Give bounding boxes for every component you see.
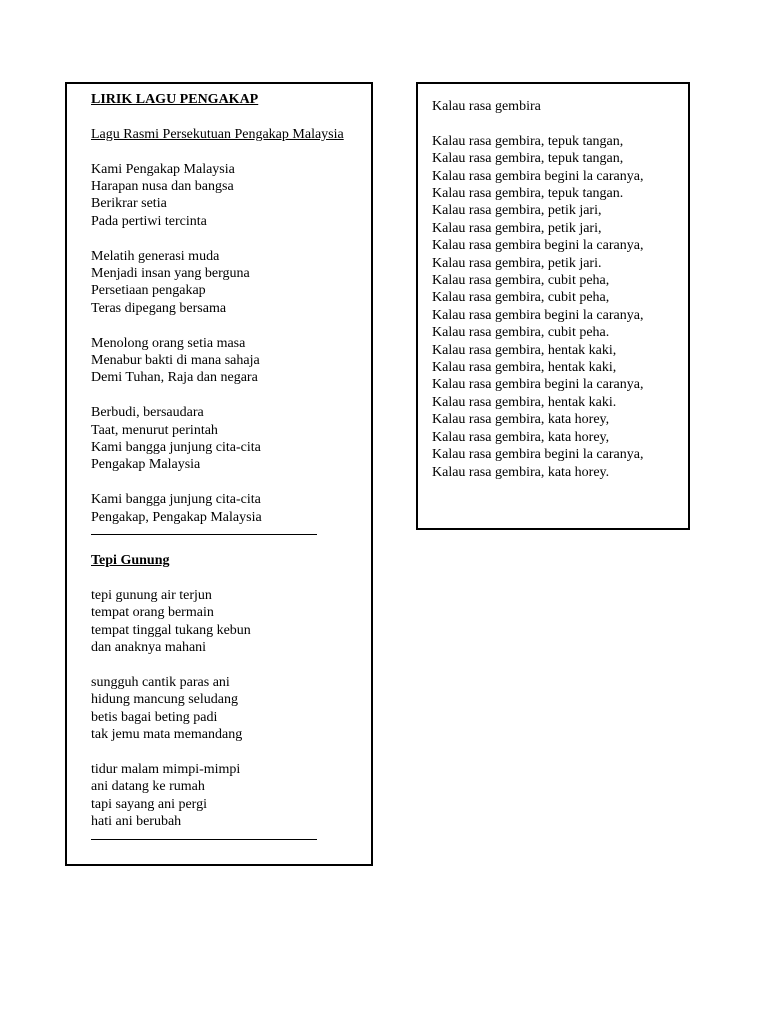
lyric-line: tak jemu mata memandang: [91, 727, 243, 743]
lyric-line: Teras dipegang bersama: [91, 300, 227, 316]
lyric-line: tempat orang bermain: [91, 605, 214, 621]
song2-stanza-1: [91, 587, 344, 657]
divider-line: [91, 831, 317, 840]
lyric-line: Kalau rasa gembira, hentak kaki.: [432, 394, 617, 410]
lyric-line: Pada pertiwi tercinta: [91, 213, 207, 229]
stanza-4: [91, 404, 344, 474]
lyric-line: Kalau rasa gembira, petik jari,: [432, 220, 602, 236]
spacer: [91, 569, 344, 586]
lyric-line: Kalau rasa gembira, hentak kaki,: [432, 342, 617, 358]
lyric-line: Kalau rasa gembira, tepuk tangan,: [432, 151, 624, 167]
spacer: [91, 108, 344, 125]
song2-title: Tepi Gunung: [91, 553, 170, 569]
right-lyrics-content: [432, 98, 643, 481]
song3-title: Kalau rasa gembira: [432, 99, 541, 114]
lyrics-title: LIRIK LAGU PENGAKAP: [91, 92, 259, 107]
spacer: [91, 143, 344, 160]
lyric-line: Menjadi insan yang berguna: [91, 266, 250, 282]
lyric-line: tidur malam mimpi-mimpi: [91, 761, 241, 777]
lyric-line: Kalau rasa gembira, kata horey,: [432, 412, 610, 428]
lyric-line: Kami Pengakap Malaysia: [91, 161, 235, 177]
lyric-line: Kalau rasa gembira, cubit peha.: [432, 325, 610, 341]
lyric-line: Kalau rasa gembira, tepuk tangan,: [432, 133, 624, 149]
spacer: [91, 387, 344, 404]
lyric-line: Kalau rasa gembira, petik jari.: [432, 255, 602, 271]
stanza-5: [91, 491, 344, 526]
lyric-line: Kalau rasa gembira begini la caranya,: [432, 307, 644, 323]
lyric-line: Kalau rasa gembira begini la caranya,: [432, 238, 644, 254]
lyric-line: Harapan nusa dan bangsa: [91, 179, 234, 194]
lyric-line: tempat tinggal tukang kebun: [91, 622, 251, 638]
lyric-line: Kalau rasa gembira, cubit peha,: [432, 273, 610, 289]
lyric-line: ani datang ke rumah: [91, 779, 205, 795]
lyric-line: Kalau rasa gembira, kata horey.: [432, 464, 610, 480]
lyric-line: Kalau rasa gembira begini la caranya,: [432, 447, 644, 463]
lyric-line: Kami bangga junjung cita-cita: [91, 440, 261, 456]
stanza-1: [91, 161, 344, 231]
lyric-line: Persetiaan pengakap: [91, 283, 206, 299]
lyric-line: Kalau rasa gembira begini la caranya,: [432, 168, 644, 184]
lyric-line: Kalau rasa gembira, kata horey,: [432, 429, 610, 445]
song2-stanza-3: [91, 761, 344, 831]
lyric-line: hidung mancung seludang: [91, 692, 238, 708]
spacer: [91, 535, 344, 552]
spacer: [91, 317, 344, 334]
lyric-line: Kalau rasa gembira begini la caranya,: [432, 377, 644, 393]
lyric-line: Berikrar setia: [91, 196, 167, 212]
lyric-line: Pengakap Malaysia: [91, 457, 201, 473]
spacer: [91, 744, 344, 761]
lyric-line: sungguh cantik paras ani: [91, 674, 230, 690]
spacer: [91, 656, 344, 673]
lyrics-box-left: [65, 82, 373, 866]
lyrics-box-right: [416, 82, 690, 530]
lyric-line: Kalau rasa gembira, cubit peha,: [432, 290, 610, 306]
lyric-line: Kami bangga junjung cita-cita: [91, 492, 261, 508]
left-lyrics-content: [91, 91, 344, 840]
lyric-line: Melatih generasi muda: [91, 248, 220, 264]
lyric-line: Menabur bakti di mana sahaja: [91, 353, 260, 369]
lyric-line: tepi gunung air terjun: [91, 587, 212, 603]
lyric-line: Kalau rasa gembira, petik jari,: [432, 203, 602, 219]
spacer: [432, 115, 643, 132]
lyric-line: Pengakap, Pengakap Malaysia: [91, 509, 262, 525]
lyric-line: Berbudi, bersaudara: [91, 405, 204, 421]
spacer: [91, 474, 344, 491]
lyric-line: Kalau rasa gembira, tepuk tangan.: [432, 186, 624, 202]
divider-line: [91, 526, 317, 535]
lyric-line: Taat, menurut perintah: [91, 422, 218, 438]
lyric-line: Demi Tuhan, Raja dan negara: [91, 370, 258, 386]
anthem-subtitle: Lagu Rasmi Persekutuan Pengakap Malaysia: [91, 126, 344, 142]
lyric-line: tapi sayang ani pergi: [91, 796, 207, 812]
spacer: [91, 230, 344, 247]
lyric-line: betis bagai beting padi: [91, 709, 218, 725]
lyric-line: dan anaknya mahani: [91, 640, 207, 656]
stanza-3: [91, 335, 344, 387]
song2-stanza-2: [91, 674, 344, 744]
lyric-line: Menolong orang setia masa: [91, 335, 246, 351]
stanza-2: [91, 248, 344, 318]
lyric-line: hati ani berubah: [91, 814, 182, 830]
lyric-line: Kalau rasa gembira, hentak kaki,: [432, 360, 617, 376]
